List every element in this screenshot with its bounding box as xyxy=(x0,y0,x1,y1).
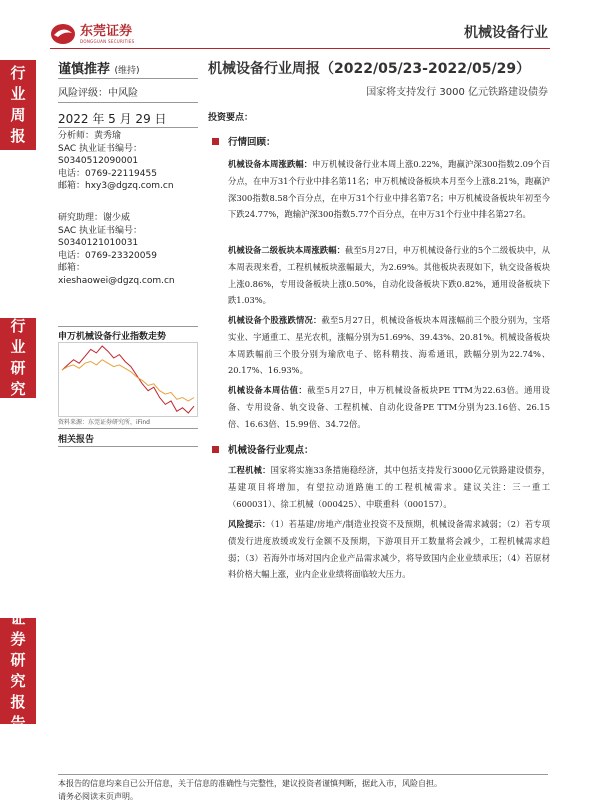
chart-source: 资料来源：东莞证券研究所，iFind xyxy=(58,419,150,426)
sidebar-securities-report xyxy=(0,609,36,732)
report-subtitle: 国家将支持发行 3000 亿元铁路建设债券 xyxy=(366,87,548,98)
paragraph-body: 申万机械设备行业本周上涨0.22%，跑赢沪深300指数2.09个百分点，在申万31个行业中排名第11名；申万机械设备板块本月至今上涨8.21%，跑赢沪深300指数8.58个百分点，在申万31个行业中排名第7名；申万机械设备板块年初至今下跌24.77%，跑输沪深300指数5.77个百分点，在申万31个行业中排名第27名。 xyxy=(228,159,550,220)
sidebar-char: 研 xyxy=(10,359,26,377)
paragraph-body: （1）若基建/房地产/制造业投资不及预期，机械设备需求减弱；（2）若专项债发行进度放缓或发行金额不及预期，下游项目开工数量将会减少，工程机械需求趋弱；（3）若海外市场对国内企业产品需求减少，将导致国内企业业绩承压；（4）若原材料价格大幅上涨，业内企业业绩将面临较大压力。 xyxy=(228,519,550,580)
analyst-name: 分析师：黄秀瑜 xyxy=(58,131,122,141)
header-divider xyxy=(50,48,550,49)
rating xyxy=(58,58,208,77)
divider xyxy=(58,78,198,79)
report-date: 2022 年 5 月 29 日 xyxy=(58,112,167,126)
assistant-phone: 电话：0769-23320059 xyxy=(58,250,157,261)
rating-value: 谨慎推荐 xyxy=(58,62,111,77)
paragraph-body: 截至5月27日，申万机械设备板块PE TTM为22.63倍。通用设备、专用设备、轨交设备、工程机械、自动化设备PE TTM分别为23.16倍、26.15倍、16.63倍、15.99倍、34.72倍。 xyxy=(228,385,550,429)
logo-name: 东莞证券 xyxy=(80,23,133,39)
logo xyxy=(50,20,160,48)
divider xyxy=(58,102,198,103)
divider xyxy=(58,446,198,447)
chart-series-line xyxy=(62,360,194,401)
risk-rating: 风险评级：中风险 xyxy=(58,88,138,99)
sidebar-weekly-report xyxy=(0,60,36,150)
related-reports-heading: 相关报告 xyxy=(58,435,95,445)
assistant-cert-number: S0340121010031 xyxy=(58,238,139,248)
logo-english: DONGGUAN SECURITIES xyxy=(80,38,135,44)
rating-note: (维持) xyxy=(114,66,140,76)
sidebar-char: 周 xyxy=(10,106,26,124)
paragraph-body: 截至5月27日，机械设备板块本周涨幅前三个股分别为，宝塔实业、宇通重工、星光农机，涨幅分别为51.69%、39.43%、20.81%。机械设备板块本周跌幅前三个股分别为瑜欣电子、铭科精技、海希通讯，跌幅分别为22.74%、20.17%、16.93%。 xyxy=(228,315,550,376)
paragraph-lead: 风险提示： xyxy=(228,519,271,529)
analyst-email: 邮箱：hxy3@dgzq.com.cn xyxy=(58,181,174,191)
paragraph-lead: 机械设备本周涨跌幅： xyxy=(228,159,313,169)
section-market-review: 行情回顾： xyxy=(228,137,276,148)
analyst-cert-label: SAC 执业证书编号： xyxy=(58,143,143,154)
index-trend-chart xyxy=(58,342,198,417)
sidebar-char: 证 xyxy=(10,609,26,627)
assistant-email-label: 邮箱： xyxy=(58,263,86,273)
sidebar-char: 券 xyxy=(10,630,26,648)
divider xyxy=(58,428,198,429)
section-industry-view: 机械设备行业观点： xyxy=(228,445,314,456)
paragraph-stocks xyxy=(228,312,550,379)
sidebar-industry-research xyxy=(0,318,36,398)
industry-label: 机械设备行业 xyxy=(464,25,548,41)
sidebar-char: 报 xyxy=(10,127,26,145)
paragraph-risk xyxy=(228,516,550,583)
chart-frame xyxy=(59,343,198,417)
analyst-info xyxy=(58,130,198,193)
sidebar-char: 研 xyxy=(10,651,26,669)
sidebar-char: 报 xyxy=(10,693,26,711)
paragraph-body: 截至5月27日，申万机械设备行业的5个二级板块中，从本周表现来看，工程机械板块涨幅最大，为2.69%。其他板块表现如下，轨交设备板块上涨0.86%，专用设备板块上涨0.50%，自动化设备板块下跌0.82%，通用设备板块下跌1.03%。 xyxy=(228,245,550,306)
paragraph-body: 国家将实施33条措施稳经济，其中包括支持发行3000亿元铁路建设债券，基建项目将增加，有望拉动道路施工的工程机械需求。建议关注：三一重工（600031）、徐工机械（000425）、中联重科（000157）。 xyxy=(228,465,550,509)
key-points-heading: 投资要点： xyxy=(208,113,254,123)
sidebar-char: 究 xyxy=(10,380,26,398)
paragraph-lead: 机械设备二级板块本周涨跌幅： xyxy=(228,245,345,255)
assistant-info xyxy=(58,212,198,287)
divider xyxy=(58,127,198,128)
paragraph-sub-sector xyxy=(228,242,550,309)
sidebar-char: 业 xyxy=(10,338,26,356)
chart-series-line xyxy=(62,346,194,413)
paragraph-lead: 工程机械： xyxy=(228,465,271,475)
analyst-cert-number: S0340512090001 xyxy=(58,156,139,166)
paragraph-construction-machinery xyxy=(228,462,550,512)
assistant-cert-label: SAC 执业证书编号： xyxy=(58,225,143,236)
paragraph-valuation xyxy=(228,382,550,432)
footer-disclaimer: 本报告的信息均来自已公开信息，关于信息的准确性与完整性，建议投资者谨慎判断，据此入市，风险自担。 xyxy=(58,779,442,788)
sidebar-char: 行 xyxy=(10,317,26,335)
logo-icon xyxy=(50,23,76,45)
paragraph-lead: 机械设备本周估值： xyxy=(228,385,308,395)
divider xyxy=(58,326,198,327)
paragraph-weekly-change xyxy=(228,156,550,223)
assistant-name: 研究助理：谢少威 xyxy=(58,213,131,223)
sidebar-char: 告 xyxy=(10,714,26,732)
footer xyxy=(58,774,548,803)
sidebar-char: 究 xyxy=(10,672,26,690)
bullet-icon xyxy=(212,446,219,453)
paragraph-lead: 机械设备个股涨跌情况： xyxy=(228,315,322,325)
bullet-icon xyxy=(212,138,219,145)
sidebar-char: 业 xyxy=(10,85,26,103)
analyst-phone: 电话：0769-22119455 xyxy=(58,168,157,179)
footer-notice: 请务必阅读末页声明。 xyxy=(58,792,138,801)
sidebar-char: 行 xyxy=(10,64,26,82)
chart-title: 申万机械设备行业指数走势 xyxy=(58,332,167,342)
report-title: 机械设备行业周报（2022/05/23-2022/05/29） xyxy=(208,61,531,77)
assistant-email: xieshaowei@dgzq.com.cn xyxy=(58,275,175,286)
